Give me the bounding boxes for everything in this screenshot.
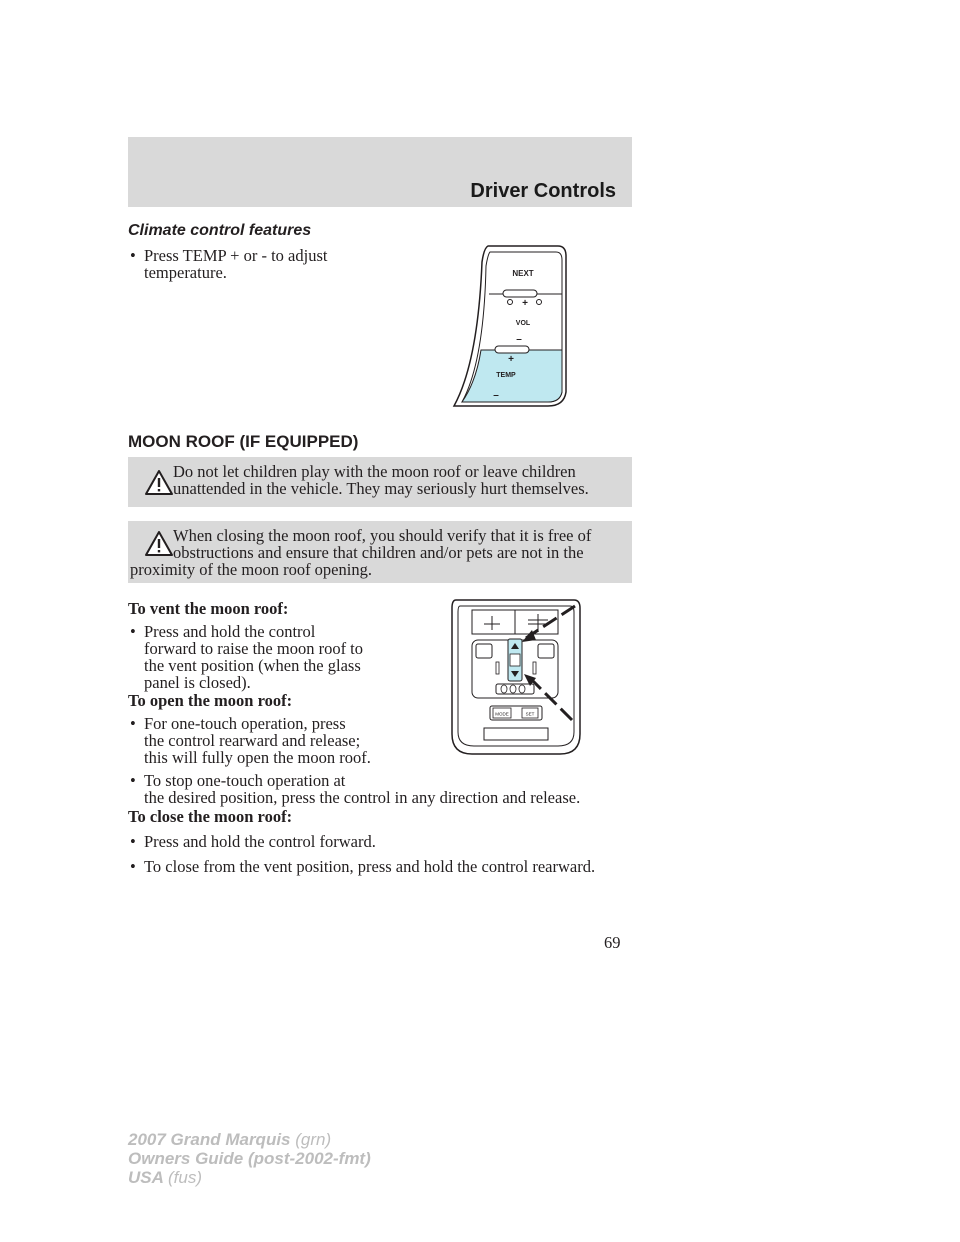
overhead-console-figure: [448, 594, 586, 758]
open-bullet1-line3: this will fully open the moon roof.: [144, 748, 371, 767]
vent-heading: To vent the moon roof:: [128, 599, 289, 618]
header-band: [128, 137, 632, 207]
moonroof-heading: MOON ROOF (IF EQUIPPED): [128, 432, 359, 451]
close-heading: To close the moon roof:: [128, 807, 293, 826]
warning2-line1: When closing the moon roof, you should verify that it is free of: [173, 526, 592, 545]
page-number: 69: [604, 933, 621, 952]
warning2-line2: obstructions and ensure that children and/or pets are not in the: [173, 543, 584, 562]
set-button-label: SET: [525, 711, 535, 717]
open-heading: To open the moon roof:: [128, 691, 293, 710]
open-bullet1-line2: the control rearward and release;: [144, 731, 361, 750]
vent-bullet-line1: Press and hold the control: [144, 622, 316, 641]
vol-minus-label: –: [516, 334, 522, 345]
open-section: To open the moon roof: • For one-touch operation, press the control rearward and release; this will fully open the moon roof. • To stop one-touch operation at the desired position, press the control in any direction and release.: [128, 691, 581, 807]
climate-bullet-line1: Press TEMP + or - to adjust: [144, 246, 328, 265]
steering-wheel-controls-figure: [448, 242, 572, 412]
warning2-line1-wrap: [173, 527, 591, 561]
footer-guide: Owners Guide (post-2002-fmt): [128, 1149, 371, 1168]
open-bullet2-line2: the desired position, press the control in any direction and release.: [144, 788, 581, 807]
vol-label: VOL: [515, 320, 531, 327]
document-footer: [128, 1130, 371, 1187]
vent-section: To vent the moon roof: • Press and hold the control forward to raise the moon roof to the vent position (when the glass panel is closed).: [128, 599, 364, 692]
footer-model: 2007 Grand Marquis: [128, 1130, 291, 1149]
warning1-line1: Do not let children play with the moon roof or leave children: [173, 462, 576, 481]
temp-label: TEMP: [496, 372, 516, 379]
temp-plus-label: +: [508, 354, 514, 365]
warning-triangle-icon: [144, 530, 174, 557]
warning-box-closing: [128, 521, 632, 583]
warning-box-children: [128, 457, 632, 507]
climate-bullet-line2: temperature.: [144, 263, 227, 282]
vol-plus-label: +: [522, 298, 528, 309]
section-title: Driver Controls: [470, 180, 616, 202]
vent-bullet-line4: panel is closed).: [144, 673, 251, 692]
open-bullet2-line1: To stop one-touch operation at: [144, 771, 346, 790]
mode-button-label: MODE: [495, 711, 509, 717]
vent-bullet-line2: forward to raise the moon roof to: [144, 639, 364, 658]
close-bullet1: Press and hold the control forward.: [144, 832, 376, 851]
next-label: NEXT: [512, 269, 534, 278]
close-bullet2: To close from the vent position, press and hold the control rearward.: [144, 857, 596, 876]
warning2-line3: proximity of the moon roof opening.: [130, 560, 372, 579]
close-section: To close the moon roof: • Press and hold the control forward. • To close from the vent position, press and hold the control rearward.: [128, 807, 596, 876]
footer-model-code: (grn): [295, 1130, 332, 1149]
temp-minus-label: –: [493, 390, 499, 401]
open-bullet1-line1: For one-touch operation, press: [144, 714, 346, 733]
warning-triangle-icon: [144, 469, 174, 496]
climate-bullet: • Press TEMP + or - to adjust temperature.: [130, 246, 328, 282]
footer-market: USA: [128, 1168, 164, 1187]
warning1-text: [173, 463, 589, 497]
footer-market-code: (fus): [168, 1168, 202, 1187]
vent-bullet-line3: the vent position (when the glass: [144, 656, 361, 675]
climate-heading: Climate control features: [128, 222, 312, 239]
warning1-line2: unattended in the vehicle. They may seriously hurt themselves.: [173, 479, 589, 498]
